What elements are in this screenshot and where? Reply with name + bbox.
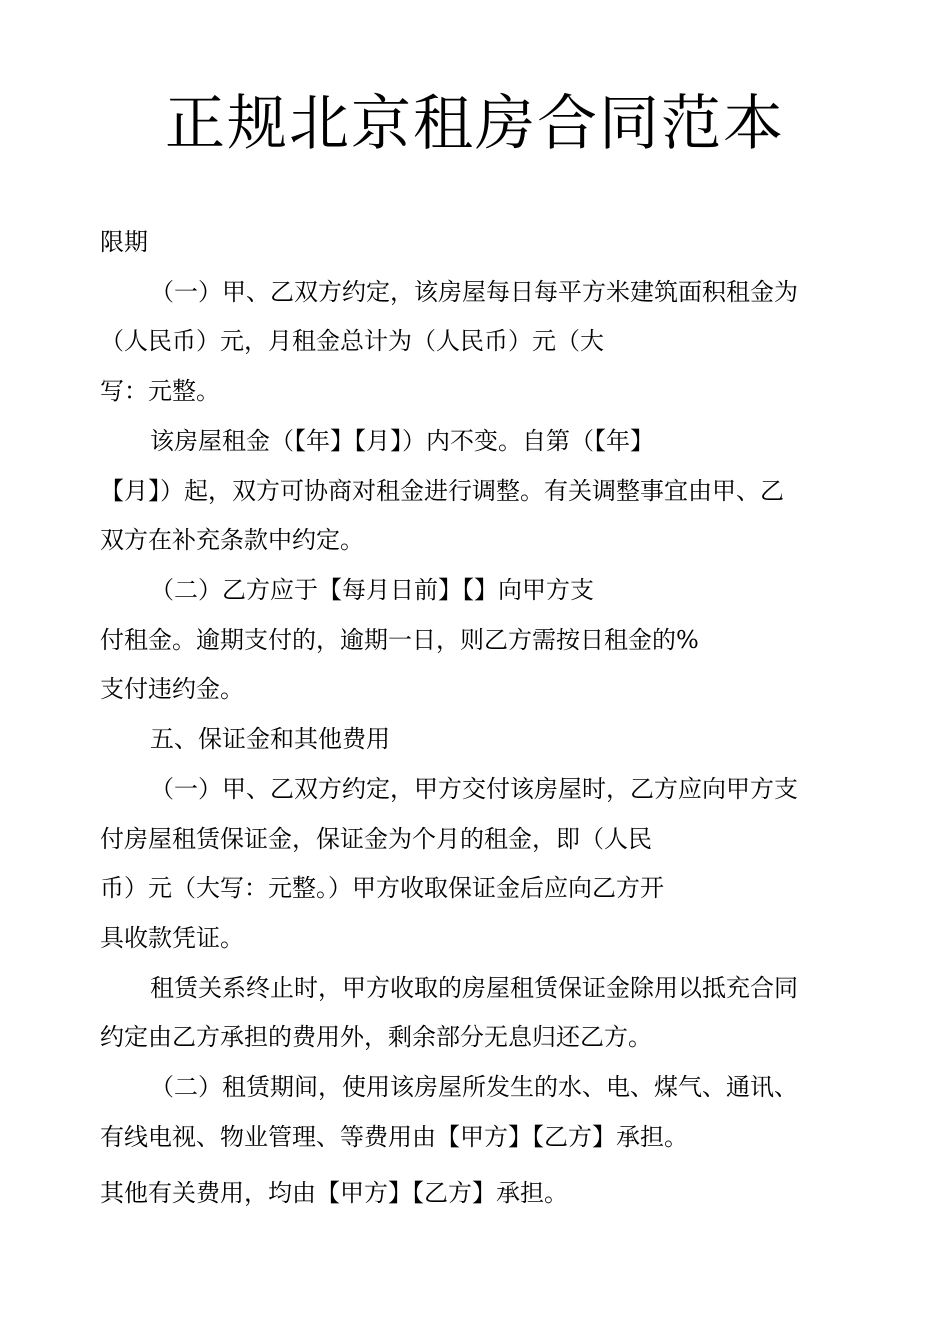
text-line: （一）甲、乙双方约定，该房屋每日每平方米建筑面积租金为 <box>150 278 798 306</box>
text-line: （一）甲、乙双方约定，甲方交付该房屋时，乙方应向甲方支 <box>150 775 798 803</box>
text-line: 有线电视、物业管理、等费用由【甲方】【乙方】承担。 <box>100 1123 688 1151</box>
text-line: 写：元整。 <box>100 377 220 405</box>
text-line: 该房屋租金（【年】【月】）内不变。自第（【年】 <box>150 427 654 455</box>
text-line: 其他有关费用，均由【甲方】【乙方】承担。 <box>100 1179 568 1207</box>
text-line: 付房屋租赁保证金，保证金为个月的租金，即（人民 <box>100 825 652 853</box>
text-line: （人民币）元，月租金总计为（人民币）元（大 <box>100 327 604 355</box>
text-line: 【月】）起，双方可协商对租金进行调整。有关调整事宜由甲、乙 <box>100 477 784 505</box>
text-line: 约定由乙方承担的费用外，剩余部分无息归还乙方。 <box>100 1023 652 1051</box>
section-heading: 五、保证金和其他费用 <box>150 725 390 753</box>
text-line: 付租金。逾期支付的，逾期一日，则乙方需按日租金的% <box>100 626 699 654</box>
text-line: （二）租赁期间，使用该房屋所发生的水、电、煤气、通讯、 <box>150 1073 798 1101</box>
text-line: 币）元（大写：元整。）甲方收取保证金后应向乙方开 <box>100 874 664 902</box>
text-line: 支付违约金。 <box>100 675 244 703</box>
text-line: （二）乙方应于【每月日前】【】向甲方支 <box>150 576 594 604</box>
text-line: 限期 <box>100 228 148 256</box>
text-line: 租赁关系终止时，甲方收取的房屋租赁保证金除用以抵充合同 <box>150 974 798 1002</box>
text-line: 双方在补充条款中约定。 <box>100 526 364 554</box>
page-title: 正规北京租房合同范本 <box>165 89 785 159</box>
text-line: 具收款凭证。 <box>100 924 244 952</box>
